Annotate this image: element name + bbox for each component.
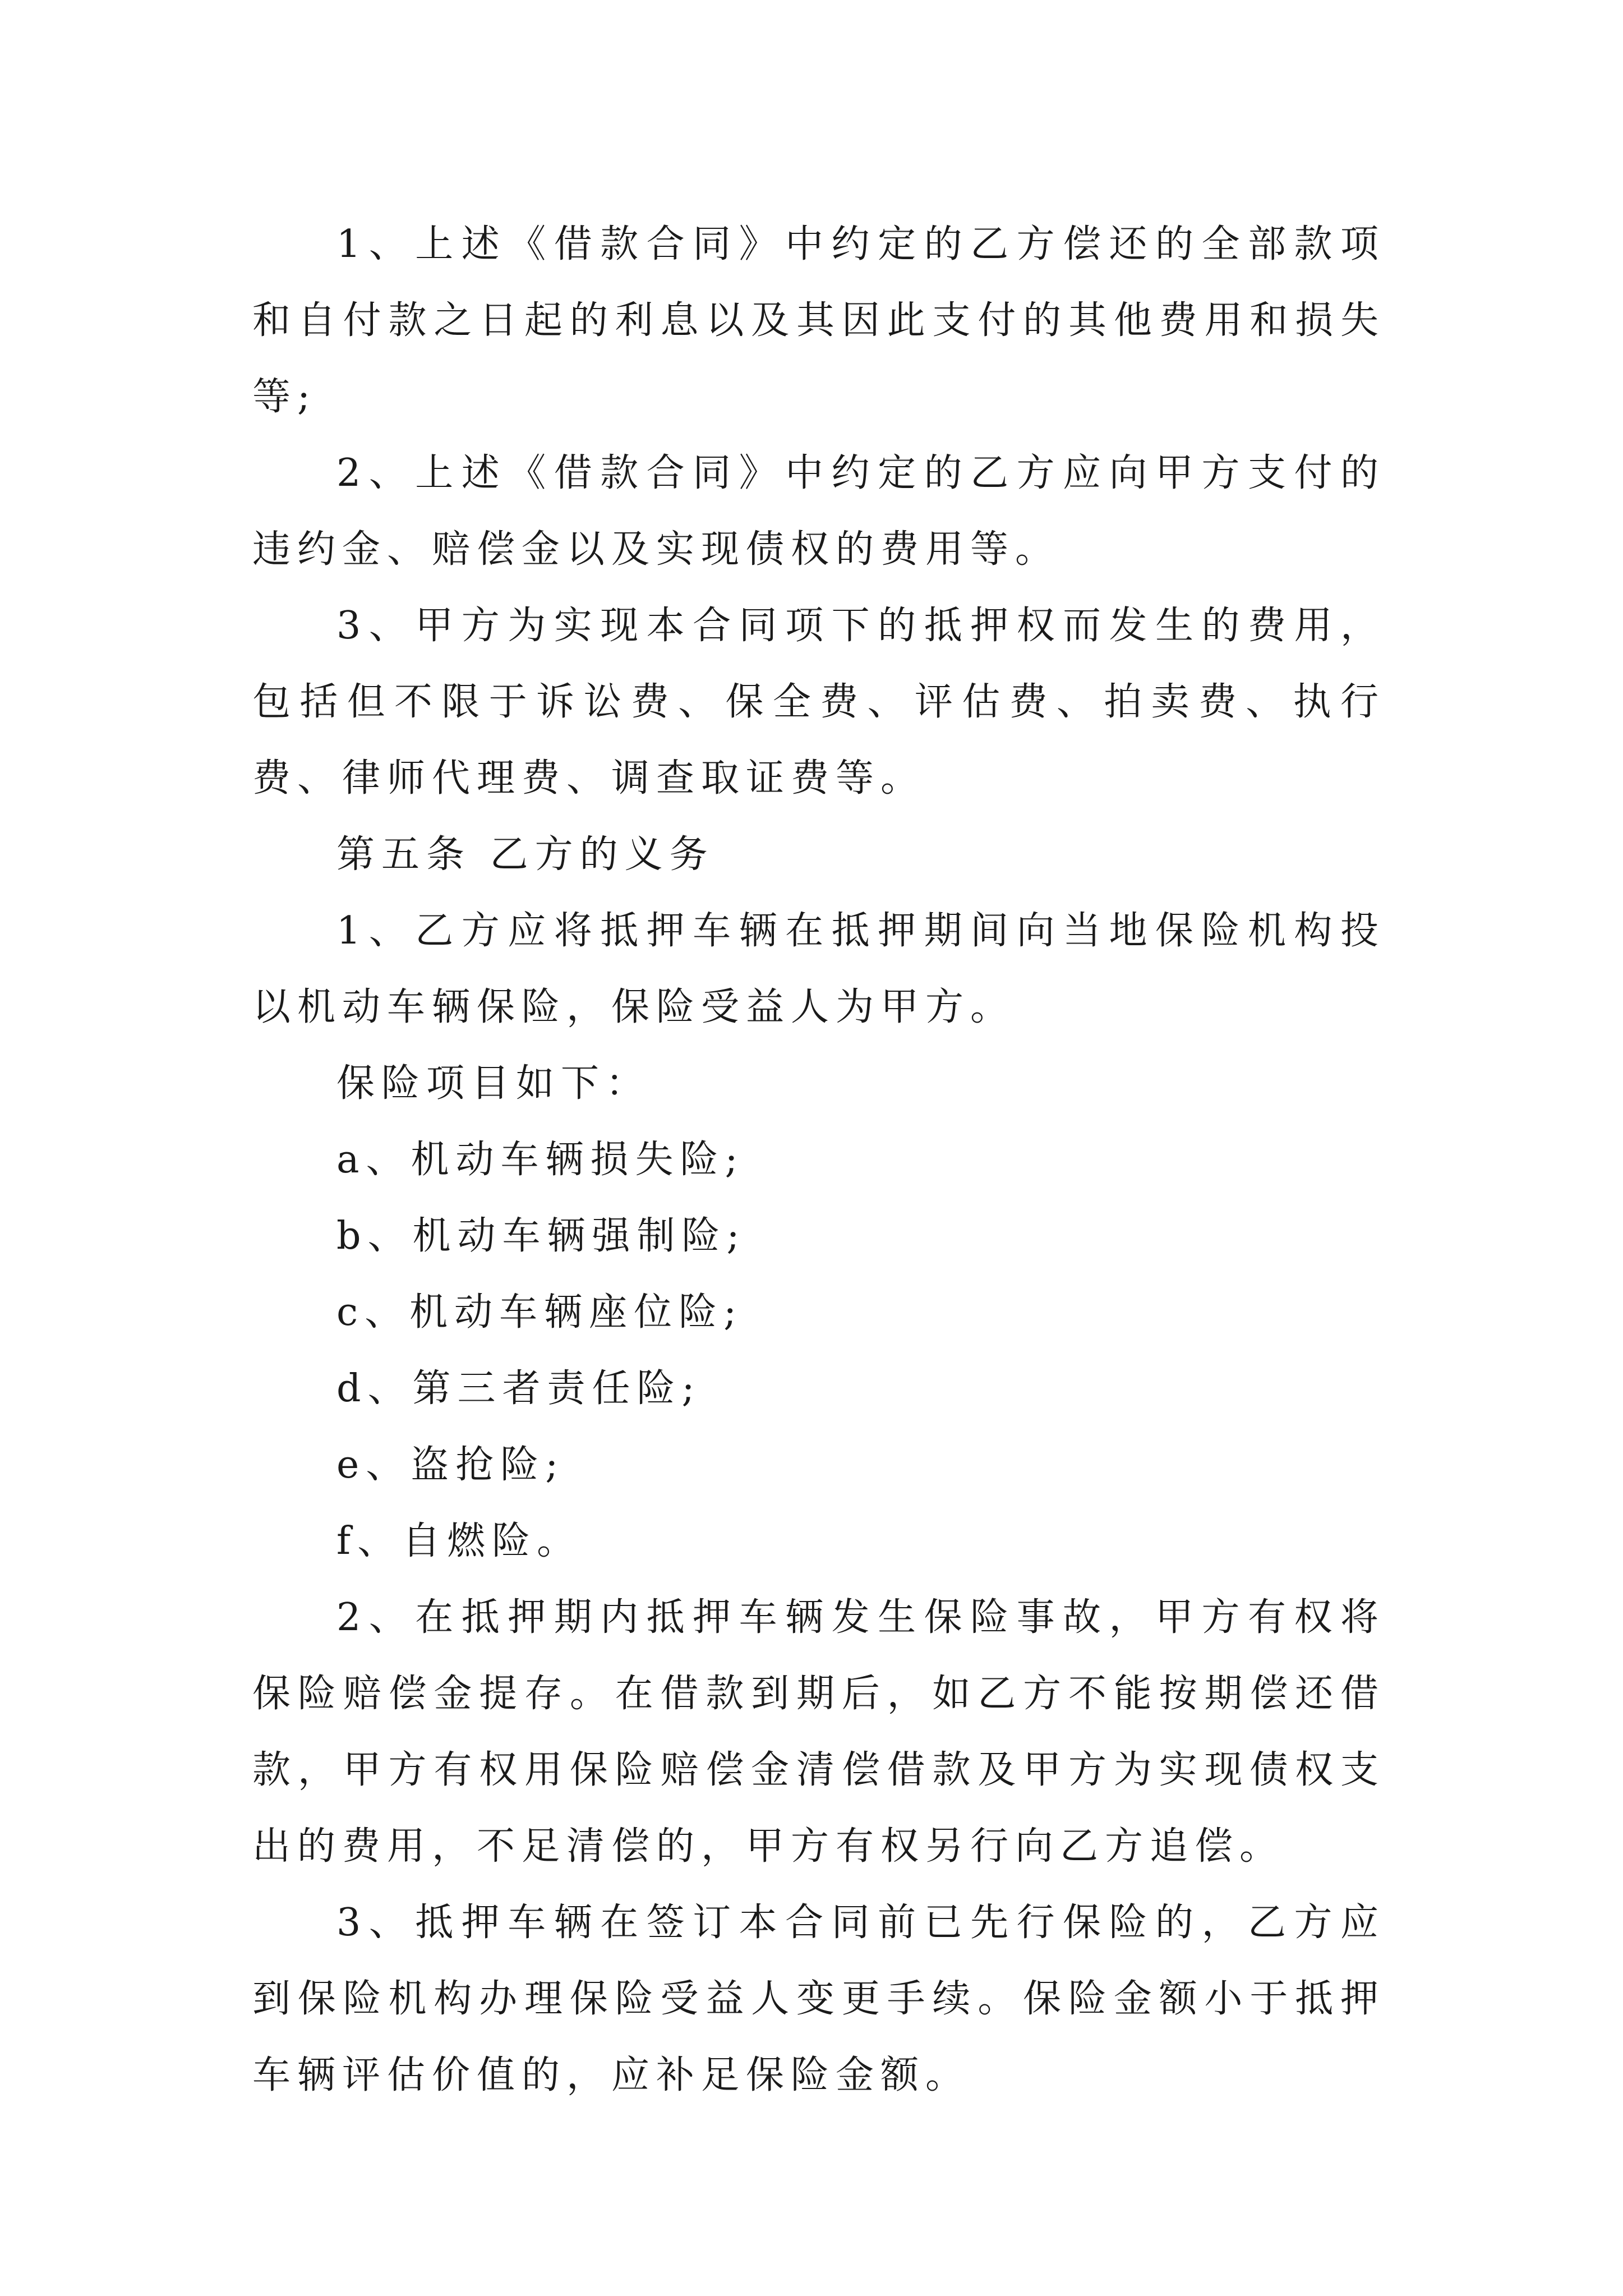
section-heading: 第五条 乙方的义务: [336, 832, 714, 877]
list-item: f、自燃险。: [336, 1519, 582, 1563]
clause-paragraph: 3、甲方为实现本合同项下的抵押权而发生的费用，包括但不限于诉讼费、保全费、评估费、拍卖费、执行费、律师代理费、调查取证费等。: [252, 604, 1385, 800]
list-item: b、机动车辆强制险;: [336, 1214, 746, 1258]
list-item: c、机动车辆座位险;: [336, 1290, 743, 1335]
list-item: e、盗抢险;: [336, 1443, 565, 1487]
clause-paragraph: 3、抵押车辆在签订本合同前已先行保险的，乙方应到保险机构办理保险受益人变更手续。保险金额小于抵押车辆评估价值的，应补足保险金额。: [252, 1901, 1385, 2097]
contract-text: [252, 206, 1385, 2114]
clause-paragraph: 1、乙方应将抵押车辆在抵押期间向当地保险机构投以机动车辆保险，保险受益人为甲方。: [252, 909, 1385, 1029]
list-intro: 保险项目如下：: [336, 1061, 651, 1106]
clause-paragraph: 2、上述《借款合同》中约定的乙方应向甲方支付的违约金、赔偿金以及实现债权的费用等。: [252, 451, 1385, 572]
clause-paragraph: 1、上述《借款合同》中约定的乙方偿还的全部款项和自付款之日起的利息以及其因此支付的其他费用和损失等;: [252, 222, 1385, 419]
list-item: d、第三者责任险;: [336, 1366, 702, 1411]
clause-paragraph: 2、在抵押期内抵押车辆发生保险事故，甲方有权将保险赔偿金提存。在借款到期后，如乙方不能按期偿还借款，甲方有权用保险赔偿金清偿借款及甲方为实现债权支出的费用，不足清偿的，甲方有权另行向乙方追偿。: [252, 1595, 1385, 1869]
list-item: a、机动车辆损失险;: [336, 1138, 745, 1182]
